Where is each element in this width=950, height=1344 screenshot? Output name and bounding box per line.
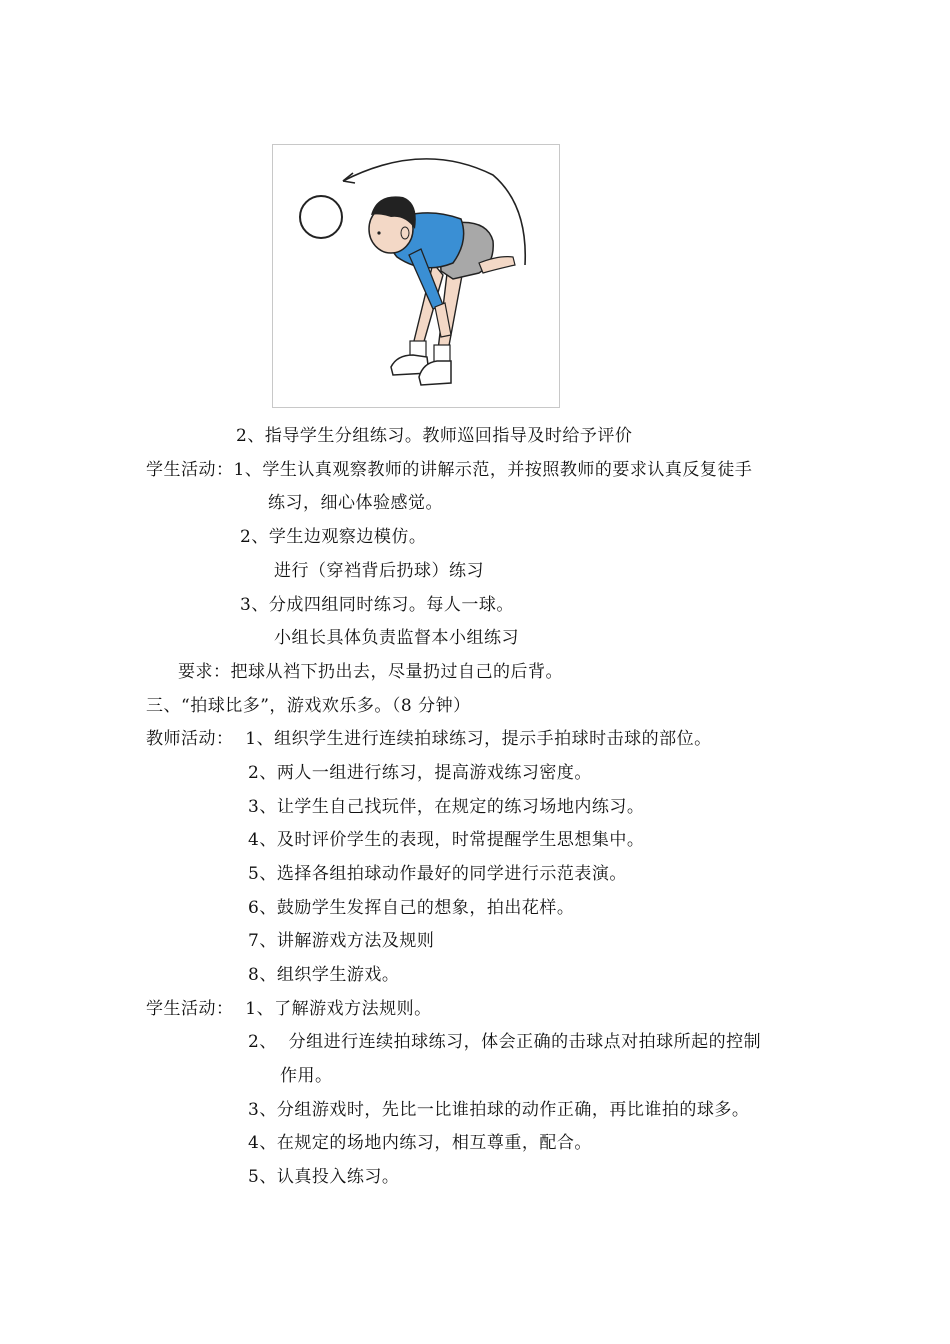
text-line: 3、让学生自己找玩伴，在规定的练习场地内练习。 bbox=[248, 797, 645, 817]
text-line: 2、 分组进行连续拍球练习，体会正确的击球点对拍球所起的控制 bbox=[248, 1032, 762, 1052]
text-line: 2、指导学生分组练习。教师巡回指导及时给予评价 bbox=[236, 426, 633, 446]
text-line: 4、及时评价学生的表现，时常提醒学生思想集中。 bbox=[248, 830, 645, 850]
text-line: 6、鼓励学生发挥自己的想象，拍出花样。 bbox=[248, 898, 575, 918]
text-line: 4、在规定的场地内练习，相互尊重，配合。 bbox=[248, 1133, 592, 1153]
requirement-line: 要求：把球从裆下扔出去，尽量扔过自己的后背。 bbox=[178, 662, 563, 682]
text-line: 作用。 bbox=[280, 1066, 333, 1086]
text-line: 3、分成四组同时练习。每人一球。 bbox=[240, 595, 514, 615]
text-line: 3、分组游戏时，先比一比谁拍球的动作正确，再比谁拍的球多。 bbox=[248, 1100, 750, 1120]
text-line: 学生活动： 1、了解游戏方法规则。 bbox=[146, 999, 432, 1019]
text-line: 教师活动： 1、组织学生进行连续拍球练习，提示手拍球时击球的部位。 bbox=[146, 729, 712, 749]
exercise-illustration bbox=[272, 144, 560, 408]
text-line: 小组长具体负责监督本小组练习 bbox=[274, 628, 519, 648]
text-line: 5、选择各组拍球动作最好的同学进行示范表演。 bbox=[248, 864, 627, 884]
text-line: 7、讲解游戏方法及规则 bbox=[248, 931, 435, 951]
boy-throwing-ball-icon bbox=[273, 145, 559, 407]
text-line: 学生活动：1、学生认真观察教师的讲解示范，并按照教师的要求认真反复徒手 bbox=[146, 460, 753, 480]
text-line: 进行（穿裆背后扔球）练习 bbox=[274, 561, 484, 581]
text-line: 2、学生边观察边模仿。 bbox=[240, 527, 427, 547]
text-line: 练习，细心体验感觉。 bbox=[268, 493, 443, 513]
section-heading: 三、“拍球比多”，游戏欢乐多。（8 分钟） bbox=[146, 696, 471, 716]
text-line: 8、组织学生游戏。 bbox=[248, 965, 400, 985]
text-line: 5、认真投入练习。 bbox=[248, 1167, 400, 1187]
text-line: 2、两人一组进行练习，提高游戏练习密度。 bbox=[248, 763, 592, 783]
